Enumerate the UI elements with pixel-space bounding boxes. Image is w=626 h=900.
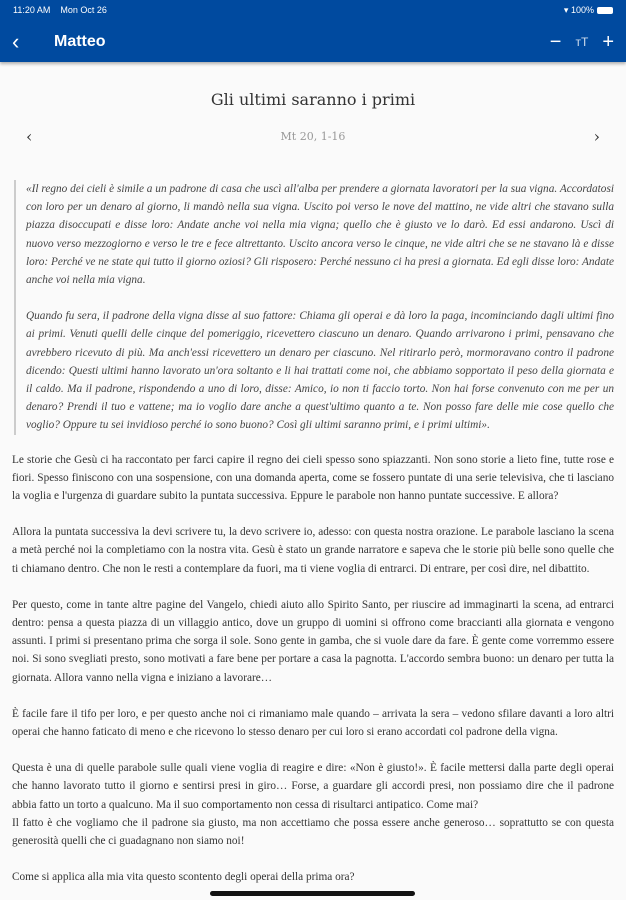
font-size-icon[interactable]: ᴛT bbox=[575, 35, 589, 49]
battery-percent: 100% bbox=[570, 5, 594, 15]
status-date: Mon Oct 26 bbox=[60, 5, 107, 15]
paragraph: Le storie che Gesù ci ha raccontato per farci capire il regno dei cieli spesso sono spiazzanti. Non sono storie a lieto fine, tutte rose e fiori. Spesso finiscono con una sospensione, con una domanda aperta, come se fossero puntate di una serie televisiva, che ti lasciano la voglia e l'urgenza di guardare subito la puntata successiva. Eppure le parabole non hanno puntate successive. E allora? bbox=[12, 453, 614, 503]
paragraph: Il fatto è che vogliamo che il padrone sia giusto, ma non accettiamo che possa essere anche generoso… soprattutto se con questa generosità quelli che ci guadagnano non siamo noi! bbox=[12, 816, 614, 848]
increase-font-button[interactable]: + bbox=[602, 30, 614, 53]
nav-title: Matteo bbox=[54, 33, 106, 50]
app-header bbox=[0, 0, 626, 62]
status-time: 11:20 AM bbox=[13, 5, 51, 15]
decrease-font-button[interactable]: − bbox=[549, 30, 562, 53]
paragraph: Per questo, come in tante altre pagine del Vangelo, chiedi aiuto allo Spirito Santo, per riuscire ad immaginarti la scena, ad entrarci dentro: pensa a questa piazza di un villaggio antico, dove un gruppo di uomini si offrono come braccianti alla giornata e vengono assunti. I primi si presentano prima che sorga il sole. Sono gente in gamba, che si vuole dare da fare. È gente come vorremmo essere noi. Si sono svegliati presto, sono motivati a fare bene per portare a casa la pagnotta. L'accordo sembra buono: un denaro per tutta la giornata. Allora vanno nella vigna e iniziano a lavorare… bbox=[12, 598, 614, 684]
paragraph: Allora la puntata successiva la devi scrivere tu, la devo scrivere io, adesso: con questa nostra orazione. Le parabole lasciano la scena a metà perché noi la completiamo con la nostra vita. Gesù è stato un grande narratore e sapeva che le storie più belle sono quelle che ti chiamano dentro. Che non le resti a contemplare da fuori, ma ti viene voglia di entrarci. Di entrare, per così dire, nel dibattito. bbox=[12, 526, 614, 575]
status-bar bbox=[0, 0, 626, 22]
home-indicator[interactable] bbox=[210, 891, 415, 896]
wifi-icon: ▾ bbox=[563, 5, 569, 15]
quote-paragraph: Quando fu sera, il padrone della vigna disse al suo fattore: Chiama gli operai e dà loro la paga, incominciando dagli ultimi fino ai primi. Venuti quelli delle cinque del pomeriggio, ricevettero ciascuno un denaro. Quando arrivarono i primi, pensavano che avrebbero ricevuto di più. Ma anch'essi ricevettero un denaro per ciascuno. Nel ritirarlo però, mormoravano contro il padrone dicendo: Questi ultimi hanno lavorato un'ora soltanto e li hai trattati come noi, che abbiamo sopportato il peso della giornata e il caldo. Ma il padrone, rispondendo a uno di loro, disse: Amico, io non ti faccio torto. Non hai forse convenuto con me per un denaro? Prendi il tuo e vattene; ma io voglio dare anche a quest'ultimo quanto a te. Non posso fare delle mie cose quello che voglio? Oppure tu sei invidioso perché io sono buono? Così gli ultimi saranno primi, e i primi ultimi». bbox=[26, 310, 614, 432]
paragraph: È facile fare il tifo per loro, e per questo anche noi ci rimaniamo male quando – arrivata la sera – vedono sfilare davanti a loro altri operai che hanno faticato di meno e che ricevono lo stesso denaro per cui loro si erano accordati col padrone della vigna. bbox=[12, 707, 614, 739]
meditation-text bbox=[12, 451, 614, 887]
quote-paragraph: «Il regno dei cieli è simile a un padrone di casa che uscì all'alba per prendere a giornata lavoratori per la sua vigna. Accordatosi con loro per un denaro al giorno, li mandò nella sua vigna. Uscito poi verso le nove del mattino, ne vide altri che stavano sulla piazza disoccupati e disse loro: Andate anche voi nella mia vigna; quello che è giusto ve lo darò. Ed essi andarono. Uscì di nuovo verso mezzogiorno e verso le tre e fece altrettanto. Uscito ancora verso le cinque, ne vide altri che se ne stavano là e disse loro: Perché ve ne state qui tutto il giorno oziosi? Gli risposero: Perché nessuno ci ha presi a giornata. Ed egli disse loro: Andate anche voi nella mia vigna. bbox=[26, 183, 614, 287]
paragraph: Questa è una di quelle parabole sulle quali viene voglia di reagire e dire: «Non è giusto!». È facile mettersi dalla parte degli operai che hanno lavorato tutto il giorno e sentirsi presi in giro… Forse, a guardare gli accordi presi, non possiamo dire che il padrone abbia fatto un torto a qualcuno. Ma il suo comportamento non cessa di risultarci antipatico. Come mai? bbox=[12, 762, 614, 811]
battery-icon bbox=[597, 7, 613, 14]
reading-title: Gli ultimi saranno i primi bbox=[210, 90, 416, 109]
nav-bar bbox=[0, 22, 626, 62]
reference-nav bbox=[0, 127, 626, 146]
gospel-quote bbox=[14, 180, 614, 435]
previous-reading-button[interactable]: ‹ bbox=[26, 127, 33, 146]
reading-reference: Mt 20, 1-16 bbox=[280, 130, 346, 143]
next-reading-button[interactable]: › bbox=[593, 127, 600, 146]
back-button[interactable]: ‹ bbox=[12, 29, 20, 54]
paragraph: Come si applica alla mia vita questo scontento degli operai della prima ora? bbox=[12, 871, 355, 884]
